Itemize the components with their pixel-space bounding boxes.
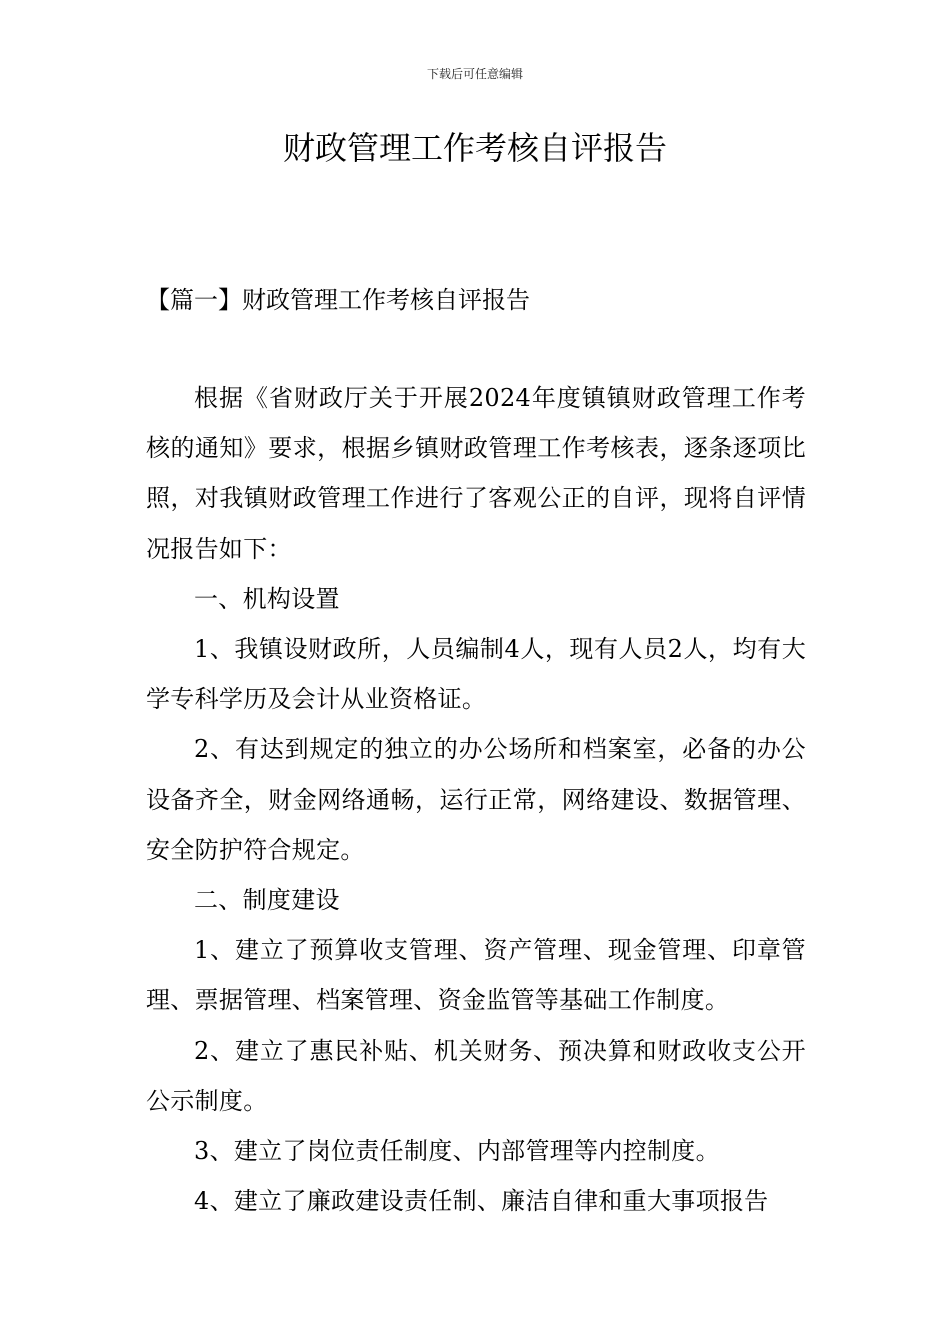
- paragraph-system-2: 2、建立了惠民补贴、机关财务、预决算和财政收支公开公示制度。: [146, 1036, 806, 1115]
- paragraph-system-3: 3、建立了岗位责任制度、内部管理等内控制度。: [194, 1137, 720, 1166]
- heading-system-building: 二、制度建设: [194, 886, 340, 915]
- heading-organization: 一、机构设置: [194, 584, 340, 613]
- paragraph-intro: 根据《省财政厅关于开展2024年度镇镇财政管理工作考核的通知》要求，根据乡镇财政管理工作考核表，逐条逐项比照，对我镇财政管理工作进行了客观公正的自评，现将自评情况报告如下：: [146, 384, 806, 563]
- header-note: 下载后可任意编辑: [426, 67, 523, 81]
- document-body: [146, 373, 806, 1226]
- paragraph-org-1: 1、我镇设财政所，人员编制4人，现有人员2人，均有大学专科学历及会计从业资格证。: [146, 635, 806, 714]
- paragraph-org-2: 2、有达到规定的独立的办公场所和档案室，必备的办公设备齐全，财金网络通畅，运行正常，网络建设、数据管理、安全防护符合规定。: [146, 735, 806, 864]
- paragraph-system-4: 4、建立了廉政建设责任制、廉洁自律和重大事项报告: [194, 1187, 769, 1216]
- paragraph-system-1: 1、建立了预算收支管理、资产管理、现金管理、印章管理、票据管理、档案管理、资金监管等基础工作制度。: [146, 936, 806, 1015]
- section-heading: 【篇一】财政管理工作考核自评报告: [146, 286, 530, 314]
- document-title: 财政管理工作考核自评报告: [282, 129, 667, 167]
